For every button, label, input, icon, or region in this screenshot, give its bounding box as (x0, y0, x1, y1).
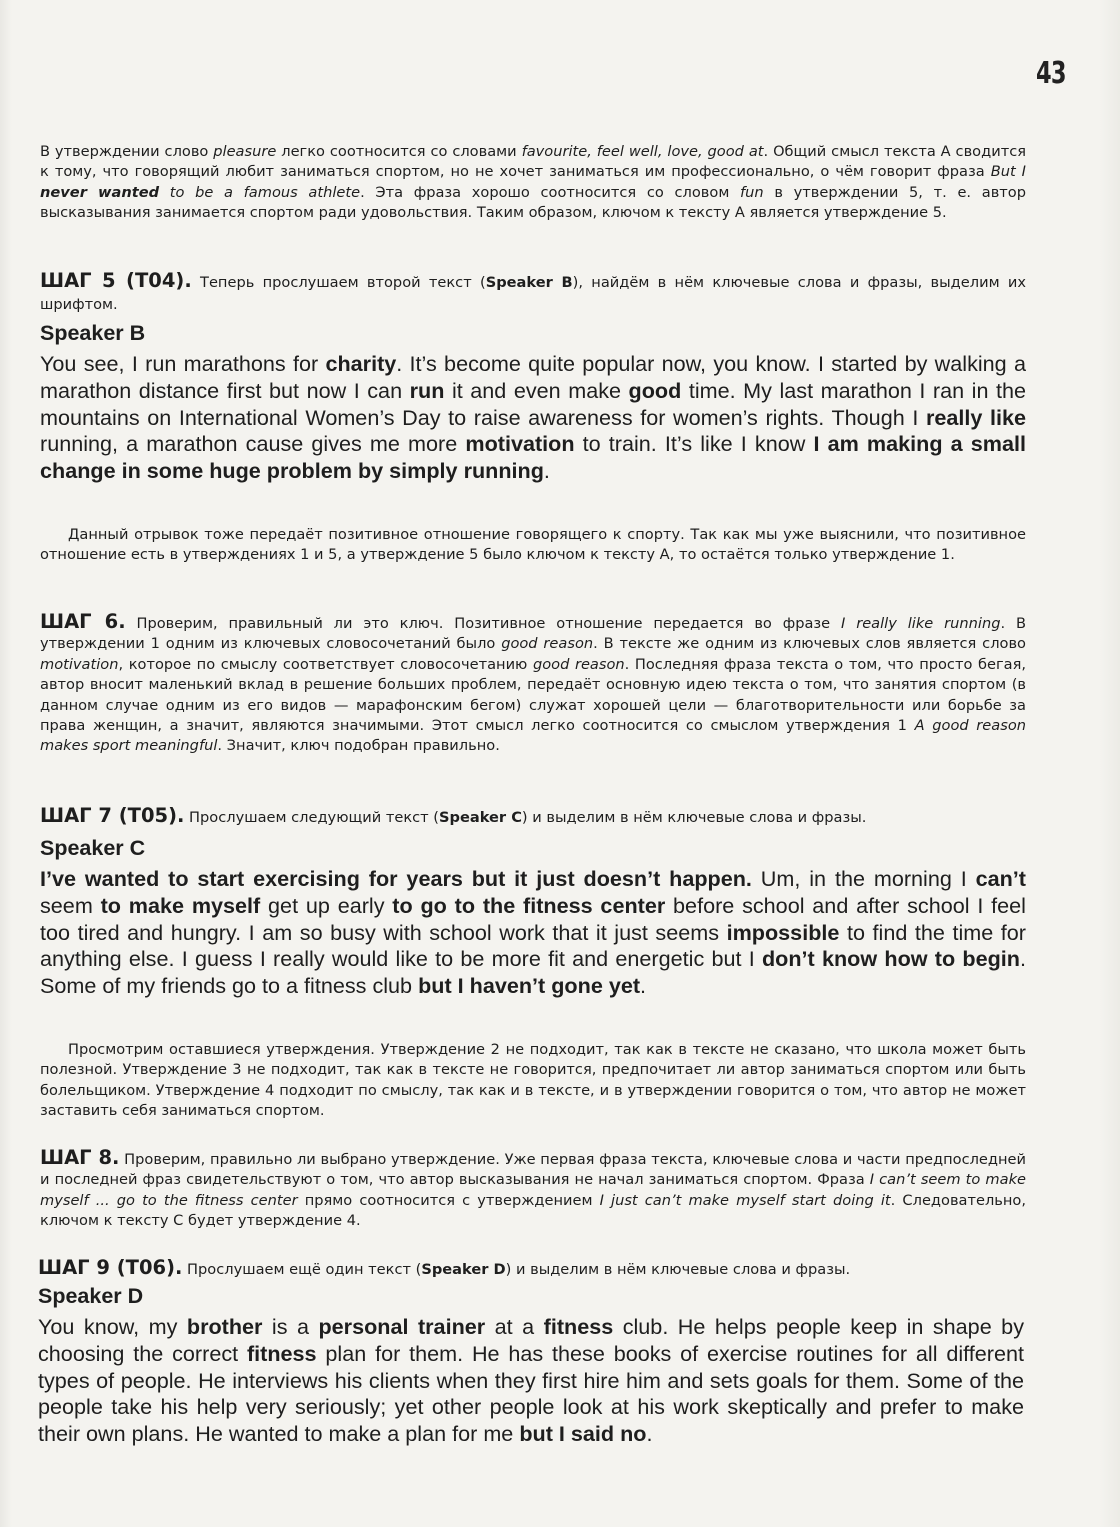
step-9-heading: ШАГ 9 (T06). (38, 1256, 183, 1279)
step-9: ШАГ 9 (T06). Прослушаем ещё один текст (Speaker D) и выделим в нём ключевые слова и фразы. (38, 1256, 851, 1279)
speaker-b-comment: Данный отрывок тоже передаёт позитивное отношение говорящего к спорту. Так как мы уже выяснили, что позитивное отношение есть в утверждениях 1 и 5, а утверждение 5 было ключом к тексту А, то остаётся только утверждение 1. (40, 526, 1026, 564)
page-number: 43 (1036, 56, 1066, 91)
speaker-d-section (38, 1282, 1024, 1448)
step-5: ШАГ 5 (T04). Теперь прослушаем второй текст (Speaker B), найдём в нём ключевые слова и фразы, выделим их шрифтом. (40, 269, 1026, 313)
speaker-c-section (40, 834, 1026, 1000)
step-6: ШАГ 6. Проверим, правильный ли это ключ. Позитивное отношение передается во фразе I really like running. В утверждении 1 одним из ключевых словосочетаний было good reason. В тексте же одним из ключевых слов является слово motivation, которое по смыслу соответствует словосочетанию good reason. Последняя фраза текста о том, что просто бегая, автор вносит маленький вклад в решение больших проблем, передаёт основную идею текста о том, что занятия спортом (в данном случае одним из его видов — марафонским бегом) служат хорошей цели — благотворительности или борьбе за права женщин, а значит, являются значимыми. Этот смысл легко соотносится со смыслом утверждения 1 A good reason makes sport meaningful. Значит, ключ подобран правильно. (40, 610, 1026, 755)
text-a-conclusion: В утверждении слово pleasure легко соотносится со словами favourite, feel well, love, good at. Общий смысл текста А сводится к тому, что говорящий любит заниматься спортом, но не хочет заниматься им профессионально, о чём говорит фраза But I never wanted to be a famous athlete. Эта фраза хорошо соотносится со словом fun в утверждении 5, т. е. автор высказывания занимается спортом ради удовольствия. Таким образом, ключом к тексту А является утверждение 5. (40, 143, 1026, 222)
step-8: ШАГ 8. Проверим, правильно ли выбрано утверждение. Уже первая фраза текста, ключевые слова и части предпоследней и последней фраз свидетельствуют о том, что автор высказывания не начал заниматься спортом. Фраза I can’t seem to make myself ... go to the fitness center прямо соотносится с утверждением I just can’t make myself start doing it. Следовательно, ключом к тексту C будет утверждение 4. (40, 1146, 1027, 1230)
speaker-c-transcript: I’ve wanted to start exercising for years but it just doesn’t happen. Um, in the morning I can’t seem to make myself get up early to go to the fitness center before school and after school I feel too tired and hungry. I am so busy with school work that it just seems impossible to find the time for anything else. I guess I really would like to be more fit and energetic but I don’t know how to begin. Some of my friends go to a fitness club but I haven’t gone yet. (40, 866, 1026, 999)
speaker-d-transcript: You know, my brother is a personal trainer at a fitness club. He helps people keep in shape by choosing the correct fitness plan for them. He has these books of exercise routines for all different types of people. He interviews his clients when they first hire him and sets goals for them. Some of the people take his help very seriously; yet other people look at his work skeptically and prefer to make their own plans. He wanted to make a plan for me but I said no. (38, 1314, 1024, 1447)
speaker-b-section (40, 319, 1026, 485)
speaker-b-transcript: You see, I run marathons for charity. It’s become quite popular now, you know. I started by walking a marathon distance first but now I can run it and even make good time. My last marathon I ran in the mountains on International Women’s Day to raise awareness for women’s rights. Though I really like running, a marathon cause gives me more motivation to train. It’s like I know I am making a small change in some huge problem by simply running. (40, 351, 1027, 484)
paragraph-text-a-conclusion (40, 142, 1026, 224)
speaker-b-title: Speaker B (40, 321, 146, 345)
step-7-heading: ШАГ 7 (T05). (40, 804, 185, 827)
speaker-d-title: Speaker D (38, 1284, 144, 1308)
step-5-heading: ШАГ 5 (T04). (40, 269, 192, 292)
step-8-heading: ШАГ 8. (40, 1146, 120, 1169)
speaker-c-comment: Просмотрим оставшиеся утверждения. Утверждение 2 не подходит, так как в тексте не сказано, что школа может быть полезной. Утверждение 3 не подходит, так как в тексте не говорится, предпочитает ли автор заниматься спортом или быть болельщиком. Утверждение 4 подходит по смыслу, так как и в тексте, и в утверждении говорится о том, что автор не может заставить себя заниматься спортом. (40, 1041, 1026, 1120)
step-6-heading: ШАГ 6. (40, 610, 126, 633)
speaker-c-title: Speaker C (40, 836, 146, 860)
step-7: ШАГ 7 (T05). Прослушаем следующий текст (Speaker C) и выделим в нём ключевые слова и фразы. (40, 804, 867, 827)
